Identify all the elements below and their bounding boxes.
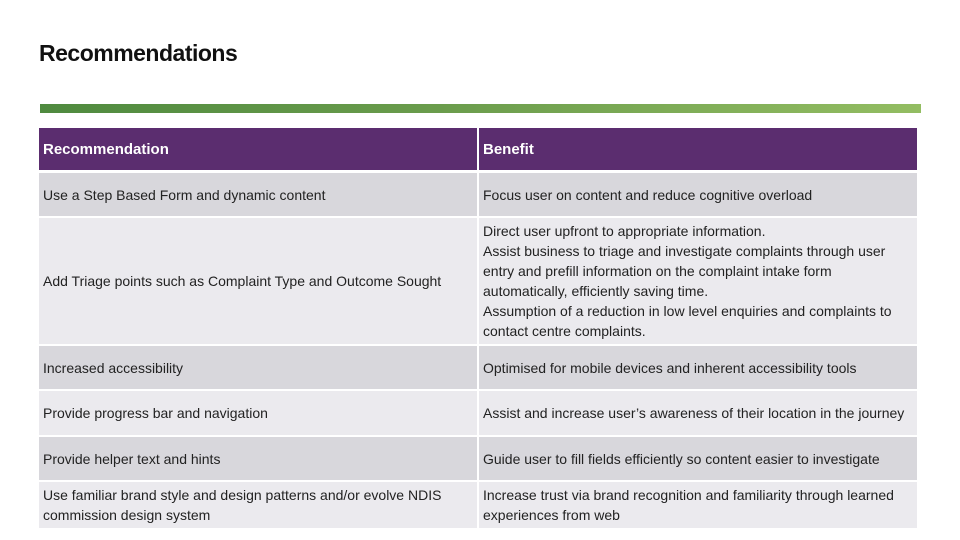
- header-benefit: Benefit: [478, 128, 917, 172]
- table-row: [39, 217, 917, 345]
- recommendation-cell: Use a Step Based Form and dynamic content: [39, 172, 478, 218]
- header-recommendation: Recommendation: [39, 128, 478, 172]
- table-row: [39, 436, 917, 481]
- benefit-cell: [478, 436, 917, 481]
- benefit-line: Assist business to triage and investigate complaints through user entry and prefill information on the complaint intake form automatically, efficiently saving time.: [483, 243, 886, 299]
- recommendation-cell: Provide progress bar and navigation: [39, 390, 478, 436]
- benefit-line: Assumption of a reduction in low level enquiries and complaints to contact centre complaints.: [483, 303, 892, 339]
- benefit-cell: [478, 481, 917, 529]
- table-row: [39, 390, 917, 436]
- recommendation-cell: Provide helper text and hints: [39, 436, 478, 481]
- table-row: [39, 481, 917, 529]
- benefit-line: Optimised for mobile devices and inherent accessibility tools: [483, 359, 857, 376]
- benefit-line: Guide user to fill fields efficiently so content easier to investigate: [483, 450, 880, 467]
- table-row: [39, 345, 917, 390]
- recommendation-cell: Use familiar brand style and design patterns and/or evolve NDIS commission design system: [39, 481, 478, 529]
- benefit-cell: [478, 345, 917, 390]
- benefit-line: Assist and increase user’s awareness of their location in the journey: [483, 405, 905, 421]
- recommendation-cell: Increased accessibility: [39, 345, 478, 390]
- benefit-line: Direct user upfront to appropriate information.: [483, 223, 766, 239]
- accent-divider-bar: [40, 104, 921, 113]
- benefit-line: Focus user on content and reduce cognitive overload: [483, 186, 813, 203]
- benefit-cell: [478, 172, 917, 218]
- benefit-cell: [478, 390, 917, 436]
- recommendations-table: [39, 128, 917, 530]
- benefit-cell: [478, 217, 917, 345]
- benefit-line: Increase trust via brand recognition and familiarity through learned experiences from web: [483, 487, 894, 523]
- table-header-row: [39, 128, 917, 172]
- recommendation-cell: Add Triage points such as Complaint Type and Outcome Sought: [39, 217, 478, 345]
- table-row: [39, 172, 917, 218]
- slide-title: Recommendations: [39, 40, 238, 66]
